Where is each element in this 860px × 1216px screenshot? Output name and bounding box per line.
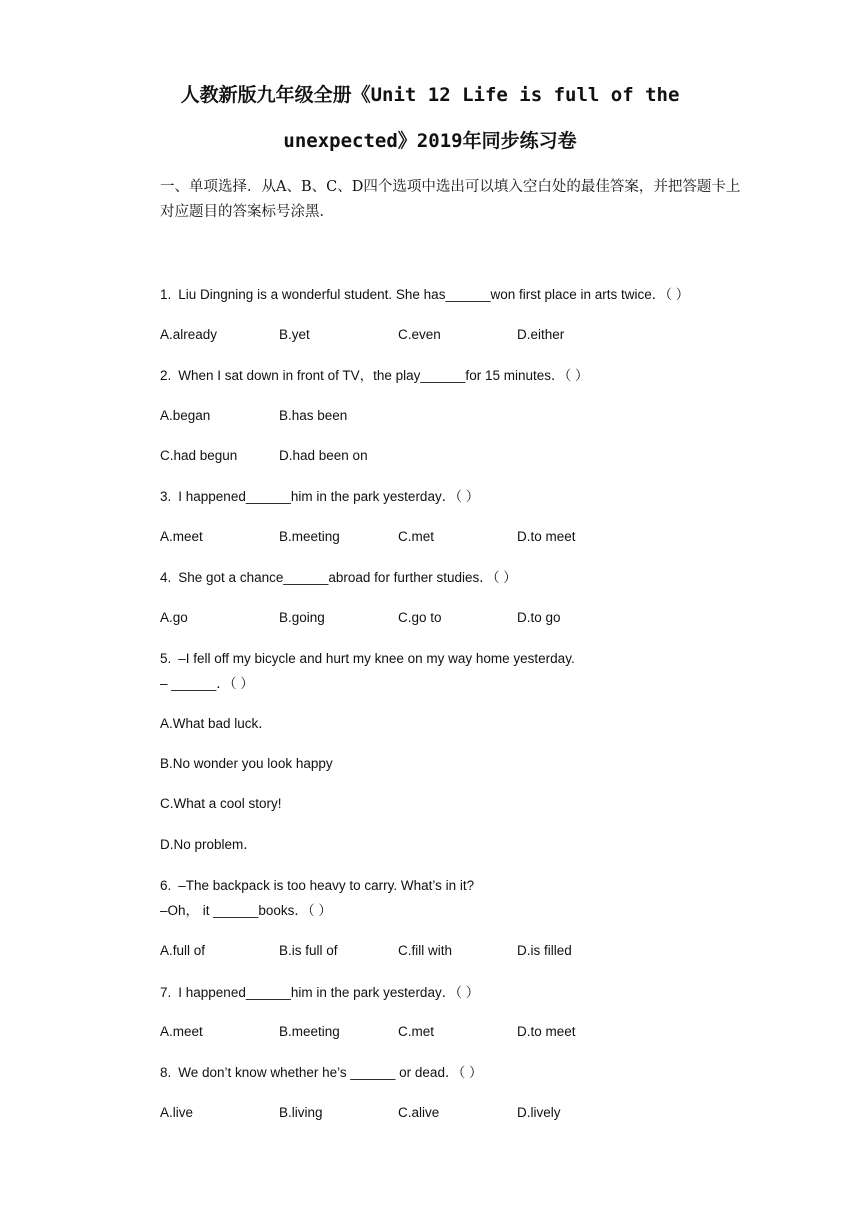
option-a: A.What bad luck． — [160, 716, 272, 731]
question-8 — [160, 1060, 780, 1085]
option-b: B.meeting — [279, 1024, 340, 1039]
option-d: D.lively — [517, 1105, 561, 1120]
question-2 — [160, 363, 780, 388]
option-c: C.even — [398, 327, 441, 342]
option-a: A.go — [160, 610, 188, 625]
question-number: 7. — [160, 985, 172, 1000]
option-d: D.either — [517, 327, 565, 342]
options-row-q6 — [160, 941, 636, 961]
question-number: 5. — [160, 651, 172, 666]
options-row-q2a — [160, 406, 398, 426]
option-c: C.What a cool story! — [160, 796, 282, 811]
question-stem: I happened______him in the park yesterday．（ ） — [178, 985, 480, 1000]
option-b: B.meeting — [279, 529, 340, 544]
options-row-q8 — [160, 1103, 636, 1123]
option-a: A.meet — [160, 1024, 203, 1039]
question-stem-line-2: – ______．（ ） — [160, 676, 254, 691]
option-b: B.going — [279, 610, 325, 625]
question-1 — [160, 282, 780, 307]
options-row-q1 — [160, 325, 636, 345]
question-number: 4. — [160, 570, 172, 585]
option-b: B.has been — [279, 408, 348, 423]
option-d: D.to go — [517, 610, 561, 625]
question-stem: –The backpack is too heavy to carry. What’s in it? — [178, 878, 475, 893]
question-7 — [160, 980, 780, 1005]
option-d: D.No problem． — [160, 837, 257, 852]
question-stem: When I sat down in front of TV，the play______for 15 minutes．（ ） — [178, 368, 589, 383]
question-6-reply — [160, 898, 780, 923]
options-row-q7 — [160, 1022, 636, 1042]
question-number: 1. — [160, 287, 172, 302]
option-c: C.met — [398, 529, 435, 544]
section-heading: 一、单项选择．从A、B、C、D四个选项中选出可以填入空白处的最佳答案，并把答题卡上对应题目的答案标号涂黑． — [160, 179, 741, 220]
option-a: A.meet — [160, 529, 203, 544]
option-b: B.living — [279, 1105, 323, 1120]
question-stem-line-2: –Oh， it ______books．（ ） — [160, 903, 332, 918]
option-d: D.had been on — [279, 448, 368, 463]
question-number: 2. — [160, 368, 172, 383]
option-c: C.alive — [398, 1105, 440, 1120]
question-stem: We don’t know whether he’s ______ or dead．（ ） — [178, 1065, 483, 1080]
option-a: A.live — [160, 1105, 194, 1120]
option-a: A.full of — [160, 943, 206, 958]
question-number: 6. — [160, 878, 172, 893]
question-3 — [160, 484, 780, 509]
question-4 — [160, 565, 780, 590]
option-a: A.already — [160, 327, 218, 342]
question-number: 3. — [160, 489, 172, 504]
document-title-line-2: unexpected》2019年同步练习卷 — [283, 130, 577, 152]
option-c: C.met — [398, 1024, 435, 1039]
option-d: D.is filled — [517, 943, 572, 958]
option-b: B.is full of — [279, 943, 338, 958]
question-number: 8. — [160, 1065, 172, 1080]
option-c: C.go to — [398, 610, 442, 625]
question-stem: –I fell off my bicycle and hurt my knee on my way home yesterday. — [178, 651, 575, 666]
question-6 — [160, 873, 780, 898]
option-d: D.to meet — [517, 1024, 576, 1039]
question-5 — [160, 646, 780, 671]
option-c: C.fill with — [398, 943, 453, 958]
option-c: C.had begun — [160, 448, 238, 463]
document-title-line-1: 人教新版九年级全册《Unit 12 Life is full of the — [180, 84, 680, 106]
option-a: A.began — [160, 408, 211, 423]
options-row-q4 — [160, 608, 636, 628]
option-b: B.yet — [279, 327, 310, 342]
options-row-q2b — [160, 446, 398, 466]
question-5-reply — [160, 671, 780, 696]
option-b: B.No wonder you look happy — [160, 756, 333, 771]
question-stem: I happened______him in the park yesterday．（ ） — [178, 489, 480, 504]
question-stem: Liu Dingning is a wonderful student. She has______won first place in arts twice．（ ） — [178, 287, 690, 302]
option-d: D.to meet — [517, 529, 576, 544]
question-stem: She got a chance______abroad for further studies．（ ） — [178, 570, 517, 585]
options-row-q3 — [160, 527, 636, 547]
